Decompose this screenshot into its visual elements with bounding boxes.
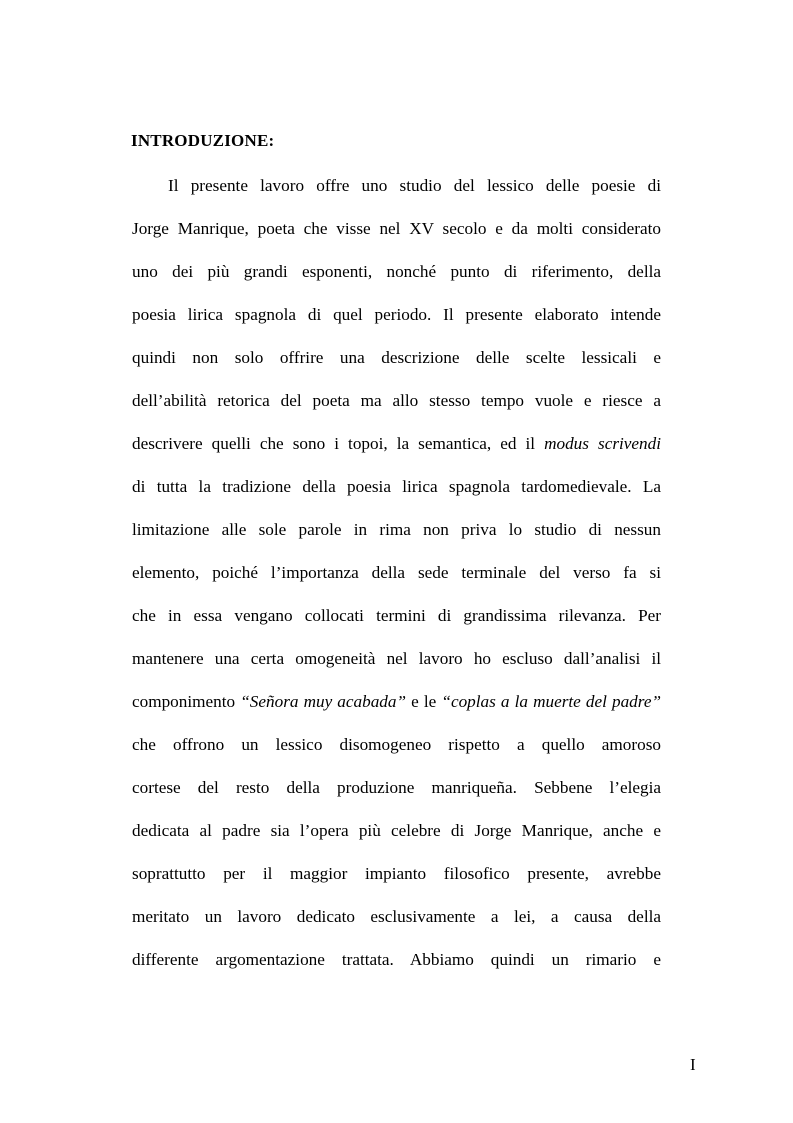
text-line: elemento, poiché l’importanza della sede terminale del verso fa si [132, 563, 661, 582]
text-line: soprattutto per il maggior impianto filosofico presente, avrebbe [132, 864, 661, 883]
text-segment: descrivere quelli che sono i topoi, la semantica, ed il [132, 434, 545, 453]
text-line: di tutta la tradizione della poesia lirica spagnola tardomedievale. La [132, 477, 661, 496]
text-line: dell’abilità retorica del poeta ma allo stesso tempo vuole e riesce a [132, 391, 661, 410]
italic-term: modus scrivendi [544, 434, 662, 453]
text-segment: componimento [132, 692, 241, 711]
page-number: I [690, 1055, 696, 1074]
text-line: dedicata al padre sia l’opera più celebre di Jorge Manrique, anche e [132, 821, 661, 840]
text-line: che offrono un lessico disomogeneo rispetto a quello amoroso [132, 735, 661, 754]
text-segment: e le [406, 692, 442, 711]
text-line: mantenere una certa omogeneità nel lavoro ho escluso dall’analisi il [132, 649, 661, 668]
text-line: meritato un lavoro dedicato esclusivamente a lei, a causa della [132, 907, 661, 926]
text-line: differente argomentazione trattata. Abbiamo quindi un rimario e [132, 950, 661, 969]
text-line [132, 689, 661, 715]
text-line: Jorge Manrique, poeta che visse nel XV secolo e da molti considerato [132, 219, 661, 238]
text-line: uno dei più grandi esponenti, nonché punto di riferimento, della [132, 262, 661, 281]
italic-title: “coplas a la muerte del padre” [441, 692, 662, 711]
italic-title: “Señora muy acabada” [240, 692, 407, 711]
text-line: limitazione alle sole parole in rima non priva lo studio di nessun [132, 520, 661, 539]
text-line: cortese del resto della produzione manriqueña. Sebbene l’elegia [132, 778, 661, 797]
text-line: che in essa vengano collocati termini di grandissima rilevanza. Per [132, 606, 661, 625]
section-heading: INTRODUZIONE: [131, 131, 275, 150]
text-line: Il presente lavoro offre uno studio del lessico delle poesie di [168, 176, 661, 195]
text-line [132, 431, 661, 457]
text-line: quindi non solo offrire una descrizione delle scelte lessicali e [132, 348, 661, 367]
text-line: poesia lirica spagnola di quel periodo. Il presente elaborato intende [132, 305, 661, 324]
